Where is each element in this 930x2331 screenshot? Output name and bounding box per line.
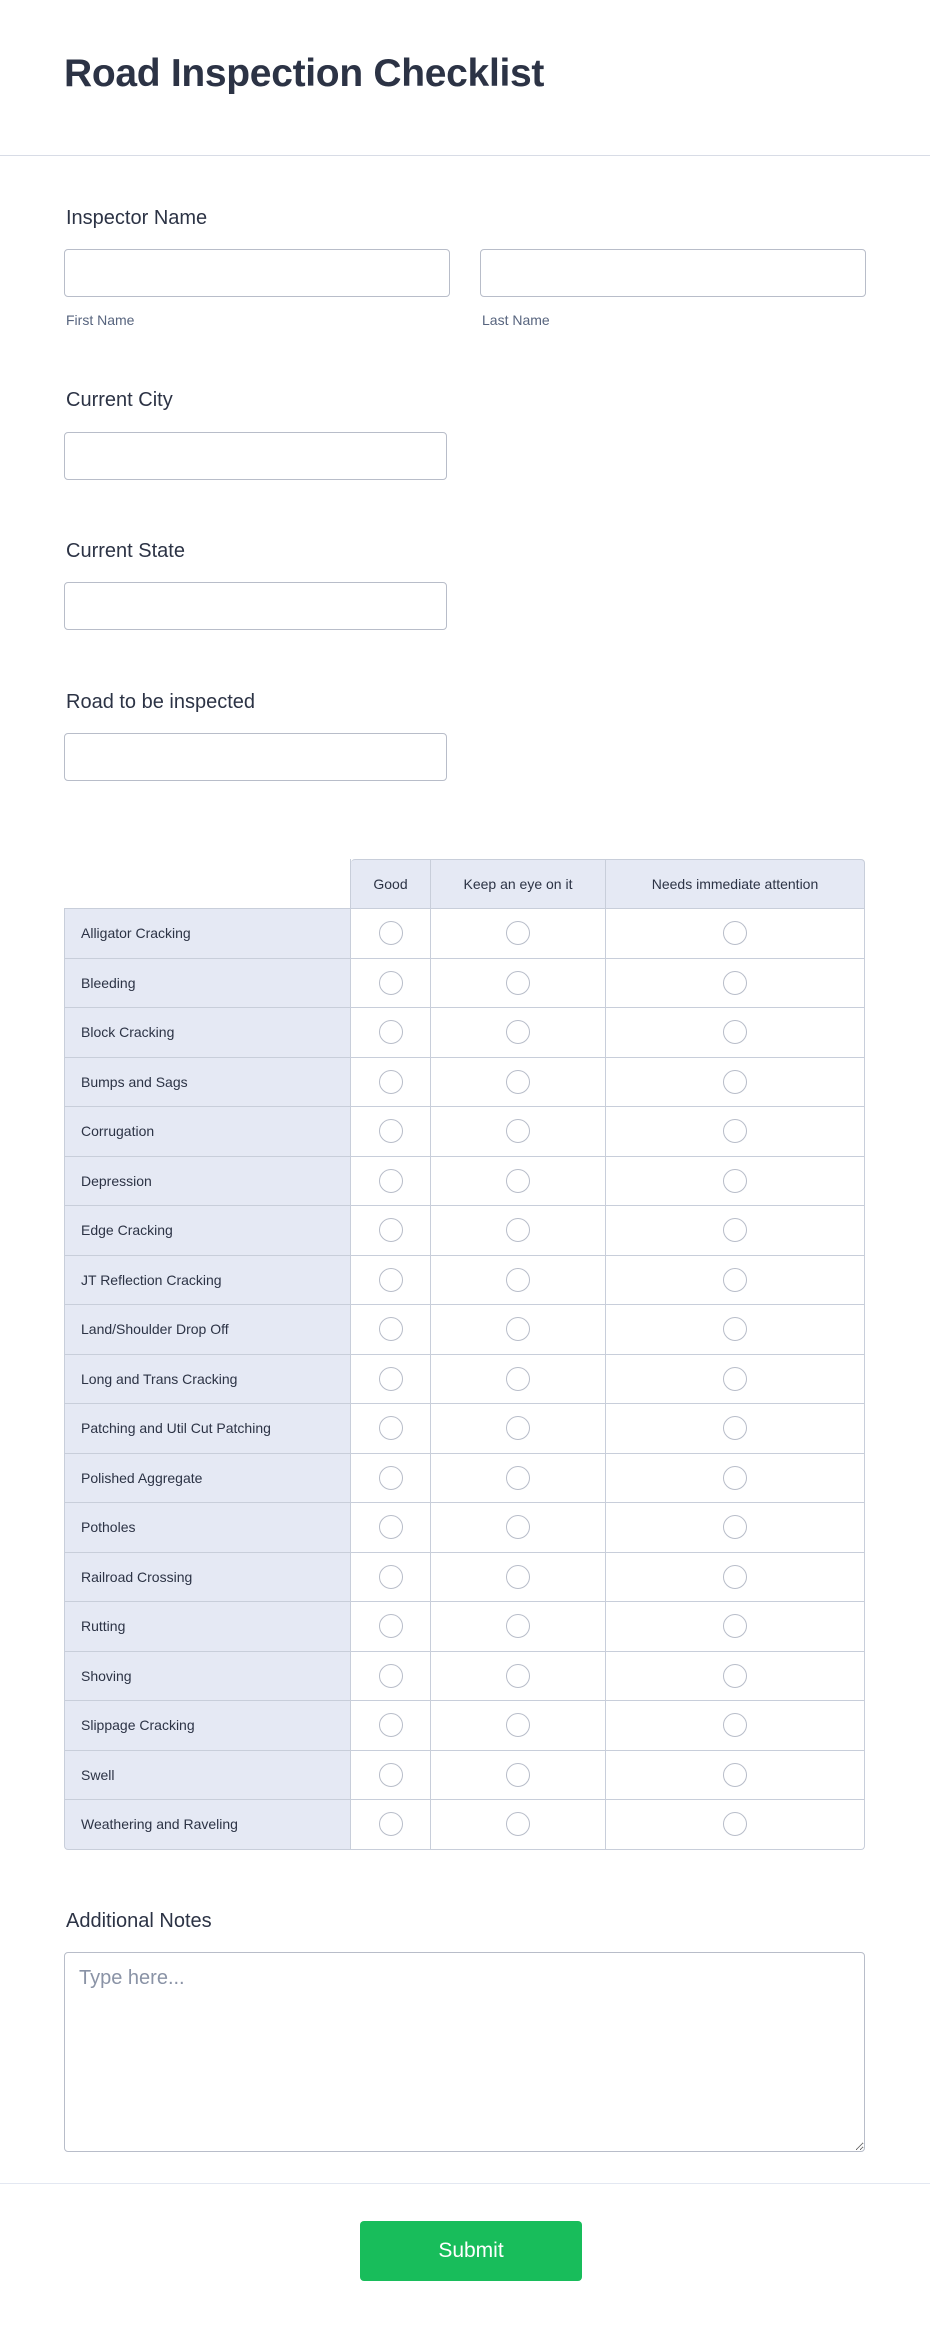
matrix-cell: [606, 1355, 865, 1405]
radio-button[interactable]: [506, 1169, 530, 1193]
radio-button[interactable]: [379, 1614, 403, 1638]
matrix-row: [64, 1553, 865, 1603]
matrix-row: [64, 1503, 865, 1553]
matrix-row: [64, 1355, 865, 1405]
radio-button[interactable]: [379, 1317, 403, 1341]
matrix-cell: [431, 1701, 606, 1751]
radio-button[interactable]: [723, 1565, 747, 1589]
row-label: Long and Trans Cracking: [64, 1355, 351, 1405]
matrix-cell: [351, 1256, 431, 1306]
radio-button[interactable]: [723, 1812, 747, 1836]
row-label: Shoving: [64, 1652, 351, 1702]
row-label: JT Reflection Cracking: [64, 1256, 351, 1306]
matrix-row: [64, 1652, 865, 1702]
row-label: Swell: [64, 1751, 351, 1801]
column-header: Keep an eye on it: [431, 859, 606, 909]
radio-button[interactable]: [379, 921, 403, 945]
matrix-row: [64, 1800, 865, 1850]
matrix-cell: [606, 1800, 865, 1850]
radio-button[interactable]: [506, 1119, 530, 1143]
matrix-cell: [351, 1503, 431, 1553]
matrix-cell: [351, 1454, 431, 1504]
radio-button[interactable]: [723, 971, 747, 995]
matrix-cell: [606, 1701, 865, 1751]
first-name-sublabel: First Name: [66, 312, 135, 328]
inspection-matrix: [64, 859, 865, 1850]
radio-button[interactable]: [379, 1565, 403, 1589]
radio-button[interactable]: [723, 1664, 747, 1688]
radio-button[interactable]: [379, 1416, 403, 1440]
row-label: Edge Cracking: [64, 1206, 351, 1256]
matrix-cell: [351, 1305, 431, 1355]
matrix-cell: [431, 1206, 606, 1256]
matrix-cell: [606, 1058, 865, 1108]
row-label: Bumps and Sags: [64, 1058, 351, 1108]
road-input[interactable]: [64, 733, 447, 781]
radio-button[interactable]: [506, 1466, 530, 1490]
radio-button[interactable]: [723, 1614, 747, 1638]
matrix-corner: [64, 859, 351, 909]
radio-button[interactable]: [723, 1020, 747, 1044]
row-label: Land/Shoulder Drop Off: [64, 1305, 351, 1355]
current-state-label: Current State: [66, 540, 185, 562]
matrix-row: [64, 1107, 865, 1157]
radio-button[interactable]: [723, 1416, 747, 1440]
row-label: Potholes: [64, 1503, 351, 1553]
matrix-cell: [606, 1206, 865, 1256]
matrix-cell: [431, 1008, 606, 1058]
matrix-cell: [431, 1751, 606, 1801]
radio-button[interactable]: [723, 1119, 747, 1143]
radio-button[interactable]: [506, 1515, 530, 1539]
matrix-cell: [431, 959, 606, 1009]
radio-button[interactable]: [506, 1664, 530, 1688]
radio-button[interactable]: [506, 971, 530, 995]
radio-button[interactable]: [379, 1070, 403, 1094]
matrix-cell: [431, 1602, 606, 1652]
matrix-cell: [351, 1404, 431, 1454]
matrix-cell: [351, 1751, 431, 1801]
matrix-cell: [431, 1355, 606, 1405]
matrix-cell: [606, 1404, 865, 1454]
matrix-cell: [431, 1157, 606, 1207]
column-header: Good: [351, 859, 431, 909]
radio-button[interactable]: [506, 1070, 530, 1094]
matrix-row: [64, 1454, 865, 1504]
matrix-row: [64, 1404, 865, 1454]
row-label: Depression: [64, 1157, 351, 1207]
matrix-row: [64, 909, 865, 959]
matrix-cell: [606, 1256, 865, 1306]
matrix-cell: [351, 1206, 431, 1256]
matrix-row: [64, 1751, 865, 1801]
current-city-label: Current City: [66, 389, 173, 411]
radio-button[interactable]: [723, 1367, 747, 1391]
radio-button[interactable]: [506, 1614, 530, 1638]
matrix-cell: [606, 1305, 865, 1355]
matrix-cell: [606, 1454, 865, 1504]
matrix-cell: [351, 909, 431, 959]
matrix-cell: [351, 1553, 431, 1603]
matrix-cell: [431, 1553, 606, 1603]
matrix-cell: [606, 1602, 865, 1652]
matrix-cell: [431, 1652, 606, 1702]
matrix-cell: [351, 1800, 431, 1850]
radio-button[interactable]: [723, 921, 747, 945]
matrix-row: [64, 1157, 865, 1207]
page-title: Road Inspection Checklist: [64, 52, 545, 95]
last-name-sublabel: Last Name: [482, 312, 550, 328]
radio-button[interactable]: [723, 1218, 747, 1242]
row-label: Polished Aggregate: [64, 1454, 351, 1504]
matrix-cell: [351, 1602, 431, 1652]
matrix-row: [64, 1206, 865, 1256]
radio-button[interactable]: [379, 1367, 403, 1391]
matrix-row: [64, 1305, 865, 1355]
matrix-cell: [606, 1008, 865, 1058]
radio-button[interactable]: [506, 1218, 530, 1242]
matrix-row: [64, 1602, 865, 1652]
first-name-input[interactable]: [64, 249, 450, 297]
column-header: Needs immediate attention: [606, 859, 865, 909]
radio-button[interactable]: [506, 1763, 530, 1787]
matrix-cell: [431, 1305, 606, 1355]
row-label: Bleeding: [64, 959, 351, 1009]
radio-button[interactable]: [379, 1169, 403, 1193]
radio-button[interactable]: [379, 1763, 403, 1787]
row-label: Corrugation: [64, 1107, 351, 1157]
row-label: Block Cracking: [64, 1008, 351, 1058]
radio-button[interactable]: [379, 1020, 403, 1044]
radio-button[interactable]: [379, 971, 403, 995]
current-city-input[interactable]: [64, 432, 447, 480]
radio-button[interactable]: [723, 1466, 747, 1490]
radio-button[interactable]: [506, 1020, 530, 1044]
radio-button[interactable]: [379, 1812, 403, 1836]
footer-divider: [0, 2183, 930, 2184]
matrix-cell: [351, 959, 431, 1009]
matrix-cell: [431, 1454, 606, 1504]
radio-button[interactable]: [379, 1268, 403, 1292]
radio-button[interactable]: [379, 1713, 403, 1737]
matrix-row: [64, 1701, 865, 1751]
radio-button[interactable]: [723, 1070, 747, 1094]
radio-button[interactable]: [506, 1416, 530, 1440]
radio-button[interactable]: [506, 1565, 530, 1589]
matrix-cell: [431, 1107, 606, 1157]
matrix-cell: [351, 1058, 431, 1108]
header-divider: [0, 155, 930, 156]
submit-button[interactable]: Submit: [360, 2221, 582, 2281]
last-name-input[interactable]: [480, 249, 866, 297]
matrix-cell: [351, 1008, 431, 1058]
radio-button[interactable]: [723, 1169, 747, 1193]
matrix-cell: [351, 1355, 431, 1405]
row-label: Slippage Cracking: [64, 1701, 351, 1751]
radio-button[interactable]: [723, 1763, 747, 1787]
matrix-cell: [431, 1404, 606, 1454]
radio-button[interactable]: [506, 1317, 530, 1341]
radio-button[interactable]: [506, 1812, 530, 1836]
matrix-cell: [606, 1751, 865, 1801]
matrix-cell: [351, 1652, 431, 1702]
row-label: Rutting: [64, 1602, 351, 1652]
matrix-cell: [351, 1701, 431, 1751]
radio-button[interactable]: [506, 921, 530, 945]
matrix-cell: [606, 1503, 865, 1553]
matrix-cell: [431, 1256, 606, 1306]
radio-button[interactable]: [379, 1119, 403, 1143]
matrix-cell: [431, 1503, 606, 1553]
matrix-cell: [606, 959, 865, 1009]
row-label: Railroad Crossing: [64, 1553, 351, 1603]
matrix-cell: [431, 1800, 606, 1850]
matrix-cell: [431, 909, 606, 959]
matrix-row: [64, 1008, 865, 1058]
matrix-row: [64, 959, 865, 1009]
radio-button[interactable]: [723, 1713, 747, 1737]
matrix-cell: [351, 1157, 431, 1207]
radio-button[interactable]: [506, 1713, 530, 1737]
matrix-cell: [431, 1058, 606, 1108]
inspector-name-label: Inspector Name: [66, 207, 208, 229]
current-state-input[interactable]: [64, 582, 447, 630]
row-label: Patching and Util Cut Patching: [64, 1404, 351, 1454]
matrix-cell: [606, 1553, 865, 1603]
matrix-cell: [606, 1652, 865, 1702]
additional-notes-textarea[interactable]: [64, 1952, 865, 2152]
radio-button[interactable]: [723, 1317, 747, 1341]
radio-button[interactable]: [723, 1268, 747, 1292]
matrix-cell: [606, 909, 865, 959]
matrix-cell: [606, 1107, 865, 1157]
additional-notes-label: Additional Notes: [66, 1910, 212, 1932]
radio-button[interactable]: [723, 1515, 747, 1539]
matrix-row: [64, 1058, 865, 1108]
radio-button[interactable]: [506, 1268, 530, 1292]
radio-button[interactable]: [506, 1367, 530, 1391]
row-label: Weathering and Raveling: [64, 1800, 351, 1850]
matrix-cell: [606, 1157, 865, 1207]
radio-button[interactable]: [379, 1218, 403, 1242]
road-label: Road to be inspected: [66, 691, 256, 713]
radio-button[interactable]: [379, 1515, 403, 1539]
matrix-row: [64, 1256, 865, 1306]
radio-button[interactable]: [379, 1466, 403, 1490]
radio-button[interactable]: [379, 1664, 403, 1688]
row-label: Alligator Cracking: [64, 909, 351, 959]
matrix-cell: [351, 1107, 431, 1157]
